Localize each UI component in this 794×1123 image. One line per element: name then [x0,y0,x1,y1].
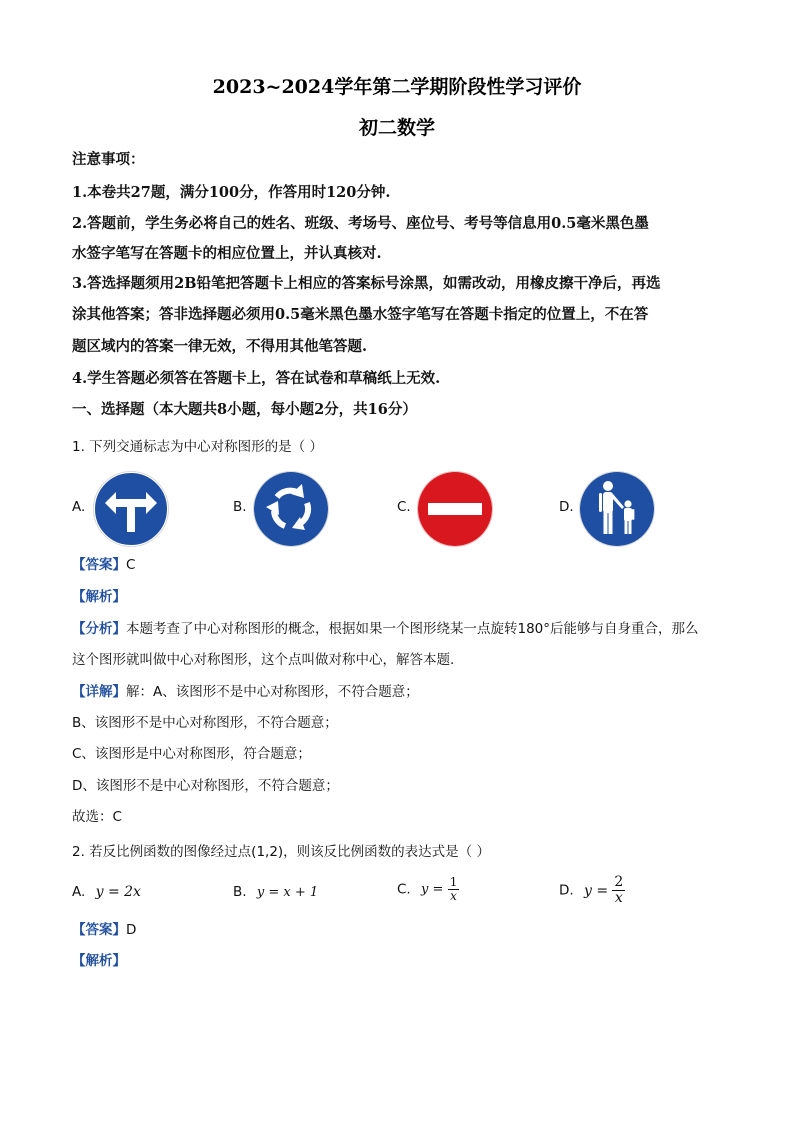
q2-option-d-numerator: 2 [614,874,624,890]
detail-tag: 【详解】 [72,684,126,700]
q2-option-d-fraction [612,875,625,906]
q2-option-c [397,876,459,903]
analysis-tag: 【解析】 [72,589,126,605]
q1-option-b-label: B. [233,499,247,515]
answer-tag: 【答案】 [72,557,126,573]
q2-option-d [559,875,625,906]
q2-option-c-fraction [448,876,460,903]
q2-option-b [233,884,318,900]
analysis-tag: 【解析】 [72,953,126,969]
q1-fenxi-line [72,619,699,639]
q1-option-d-label: D. [559,499,574,515]
turn-left-right-sign-icon [92,470,170,548]
note-line: 2.答题前，学生务必将自己的姓名、班级、考场号、座位号、考号等信息用0.5毫米黑色墨 [72,215,649,232]
q1-fenxi-text-2: 这个图形就叫做中心对称图形，这个点叫做对称中心，解答本题. [72,652,455,668]
note-line: 题区域内的答案一律无效，不得用其他笔答题. [72,338,368,355]
answer-tag: 【答案】 [72,922,126,938]
q1-answer-line [72,555,135,575]
q2-option-d-denominator: x [614,890,623,906]
note-line: 3.答选择题须用2B铅笔把答题卡上相应的答案标号涂黑，如需改动，用橡皮擦干净后，再选 [72,275,661,292]
q2-option-c-numerator: 1 [449,875,458,889]
q2-option-a [72,884,141,900]
q2-option-d-label: D. [559,882,574,899]
q1-detail-1: 解：A、该图形不是中心对称图形，不符合题意； [126,684,419,700]
notes-heading: 注意事项： [72,151,145,168]
q2-option-a-label: A. [72,884,86,900]
q1-detail-3: C、该图形是中心对称图形，符合题意； [72,746,311,762]
q1-answer: C [126,557,136,573]
note-line: 4.学生答题必须答在答题卡上，答在试卷和草稿纸上无效. [72,370,441,387]
roundabout-sign-icon [252,470,330,548]
no-entry-sign-icon [416,470,494,548]
q1-detail-2: B、该图形不是中心对称图形，不符合题意； [72,715,338,731]
exam-subtitle: 初二数学 [358,117,435,139]
q2-analysis-tag-line [72,951,126,971]
q2-option-b-label: B. [233,884,247,900]
q1-choose: 故选：C [72,809,122,825]
q2-option-c-denominator: x [450,889,457,903]
q2-answer: D [126,922,137,938]
q2-answer-line [72,920,136,940]
q1-analysis-tag-line [72,587,126,607]
note-line: 1.本卷共27题，满分100分，作答用时120分钟. [72,184,391,201]
q1-detail-line [72,682,419,702]
q2-option-c-label: C. [397,881,411,898]
question-2-stem: 2. 若反比例函数的图像经过点(1,2)，则该反比例函数的表达式是（ ） [72,844,490,860]
fenxi-tag: 【分析】 [72,621,126,637]
q1-option-a-label: A. [72,499,86,515]
note-line: 水签字笔写在答题卡的相应位置上，并认真核对. [72,245,382,262]
q2-option-d-lhs: y = [583,882,609,899]
q2-option-a-expr: y = 2x [95,884,141,900]
q1-fenxi-text: 本题考查了中心对称图形的概念，根据如果一个图形绕某一点旋转180°后能够与自身重合，那么 [126,621,699,637]
exam-title: 2023~2024学年第二学期阶段性学习评价 [212,76,582,98]
q2-option-c-lhs: y = [421,882,444,897]
note-line: 涂其他答案；答非选择题必须用0.5毫米黑色墨水签字笔写在答题卡指定的位置上，不在答 [72,306,649,323]
q2-option-b-expr: y = x + 1 [256,885,319,900]
q1-option-c-label: C. [397,499,411,515]
q1-detail-4: D、该图形不是中心对称图形，不符合题意； [72,778,339,794]
question-1-stem: 1. 下列交通标志为中心对称图形的是（ ） [72,439,323,455]
pedestrian-sign-icon [578,470,656,548]
section-heading: 一、选择题（本大题共8小题，每小题2分，共16分） [72,401,417,418]
